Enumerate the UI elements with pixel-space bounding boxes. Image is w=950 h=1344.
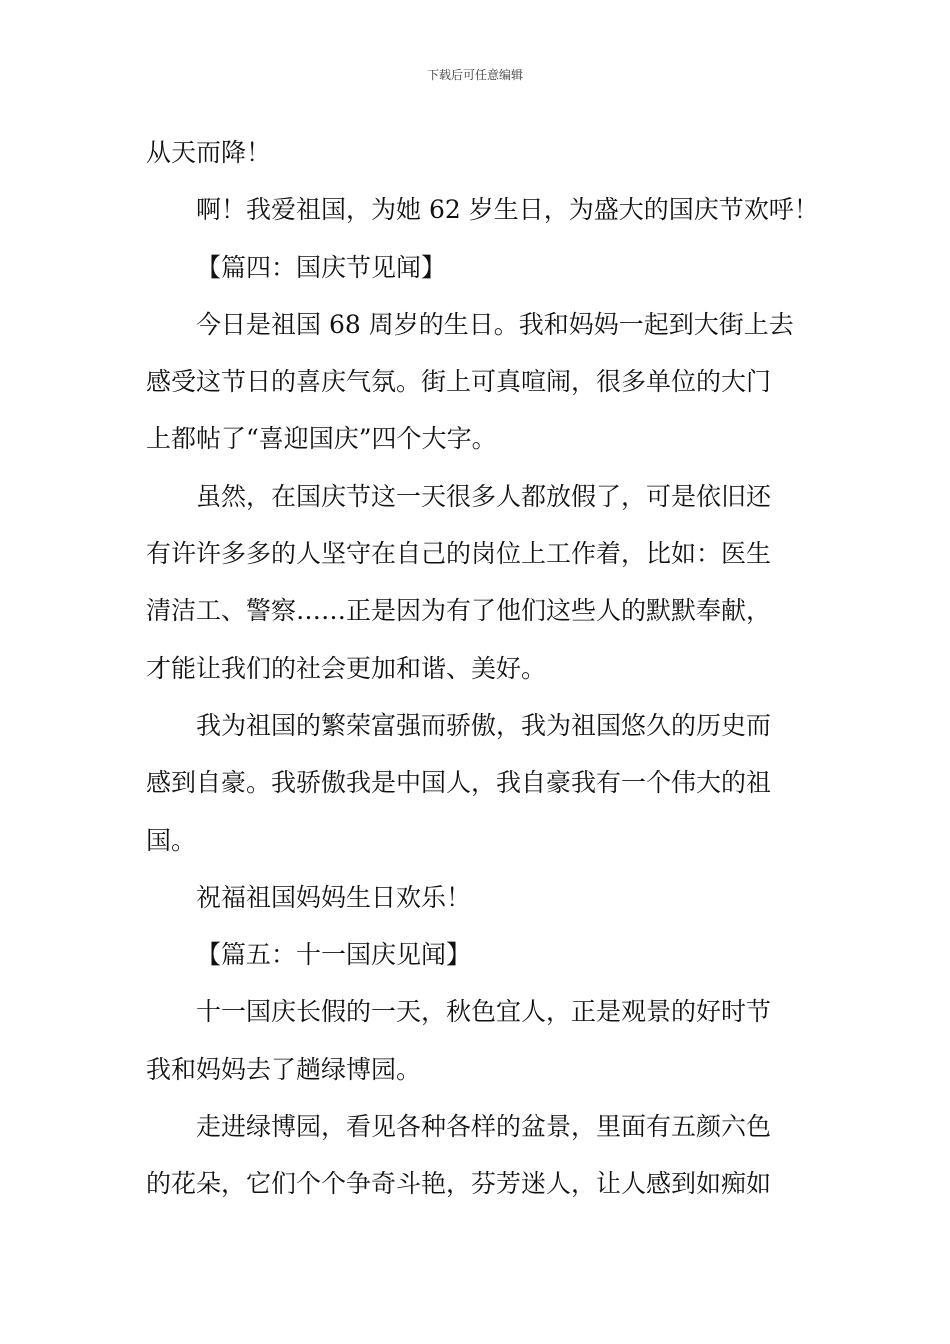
text-line: 走进绿博园，看见各种各样的盆景，里面有五颜六色 [196,1112,772,1142]
text-line: 的花朵，它们个个争奇斗艳，芬芳迷人，让人感到如痴如 [146,1169,772,1199]
section-heading: 【篇五：十一国庆见闻】 [196,940,472,970]
text-line: 清洁工、警察……正是因为有了他们这些人的默默奉献， [146,596,772,626]
text-line: 感受这节日的喜庆气氛。街上可真喧闹，很多单位的大门 [146,367,772,397]
text-line: 从天而降！ [146,138,272,167]
text-line: 我和妈妈去了趟绿博园。 [146,1054,422,1084]
text-line: 十一国庆长假的一天，秋色宜人，正是观景的好时节 [196,997,772,1027]
text-line: 今日是祖国 68 周岁的生日。我和妈妈一起到大街上去 [196,309,794,339]
text-line: 上都帖了“喜迎国庆”四个大字。 [146,424,497,454]
document-body [146,124,819,1213]
text-line: 国。 [146,825,197,855]
text-line: 有许许多多的人坚守在自己的岗位上工作着，比如：医生 [146,539,772,569]
page-header: 下载后可任意编辑 [426,68,523,82]
text-line: 虽然，在国庆节这一天很多人都放假了，可是依旧还 [196,481,772,511]
text-line: 我为祖国的繁荣富强而骄傲，我为祖国悠久的历史而 [196,710,772,740]
text-line: 感到自豪。我骄傲我是中国人，我自豪我有一个伟大的祖 [146,768,772,798]
text-line: 祝福祖国妈妈生日欢乐！ [196,882,472,912]
text-line: 啊！我爱祖国，为她 62 岁生日，为盛大的国庆节欢呼！ [196,195,819,225]
section-heading: 【篇四：国庆节见闻】 [196,252,447,282]
text-line: 才能让我们的社会更加和谐、美好。 [146,653,547,683]
